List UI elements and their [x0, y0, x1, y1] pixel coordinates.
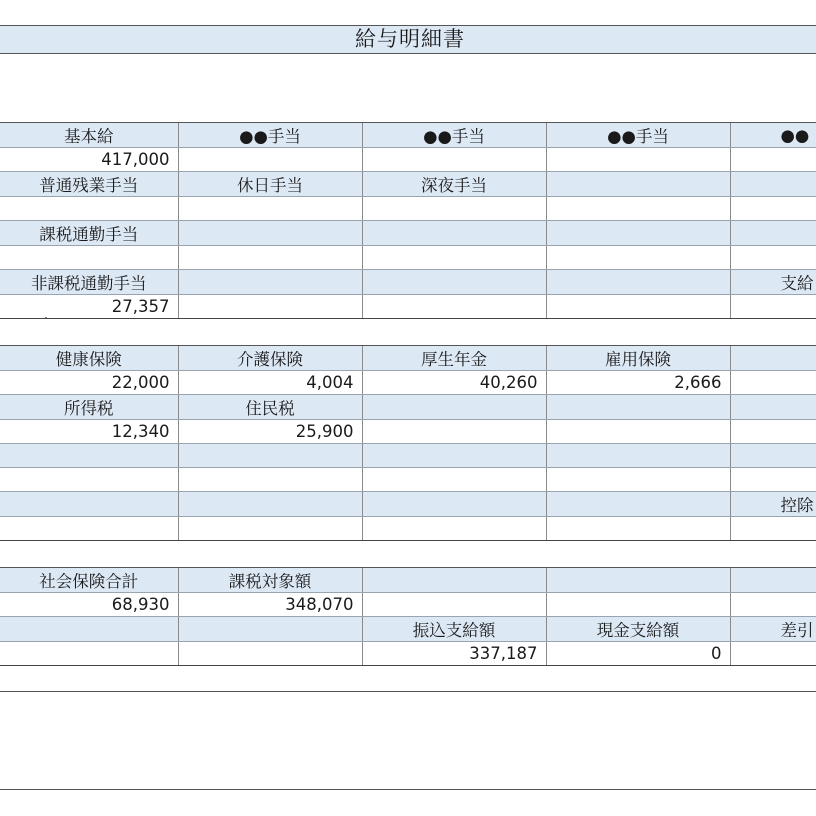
- value-cell[interactable]: [0, 642, 178, 666]
- value-cell[interactable]: [730, 295, 816, 319]
- value-cell[interactable]: [546, 246, 730, 270]
- label-cell: 社会保険合計: [0, 568, 178, 593]
- label-cell: [730, 395, 816, 420]
- value-cell[interactable]: [730, 371, 816, 395]
- label-cell: [362, 395, 546, 420]
- value-cell[interactable]: 337,187: [362, 642, 546, 666]
- label-cell: 厚生年金: [362, 346, 546, 371]
- value-cell[interactable]: [178, 295, 362, 319]
- deductions-table: [0, 345, 816, 541]
- label-cell: [178, 492, 362, 517]
- totals-values-row-1: [0, 593, 816, 617]
- value-cell[interactable]: [362, 295, 546, 319]
- label-cell: [546, 172, 730, 197]
- deductions-values-row-3: [0, 468, 816, 492]
- remarks-top-line: [0, 691, 816, 692]
- title-bar: [0, 25, 816, 54]
- remarks-bottom-line: [0, 789, 816, 790]
- value-cell[interactable]: 40,260: [362, 371, 546, 395]
- stray-mark: [45, 317, 47, 318]
- payments-labels-row-3: [0, 221, 816, 246]
- label-cell: ●●手当: [546, 123, 730, 148]
- totals-labels-row-2: [0, 617, 816, 642]
- label-cell: 深夜手当: [362, 172, 546, 197]
- value-cell[interactable]: 417,000: [0, 148, 178, 172]
- value-cell[interactable]: 22,000: [0, 371, 178, 395]
- label-cell: 支給: [730, 270, 816, 295]
- value-cell[interactable]: [546, 197, 730, 221]
- value-cell[interactable]: 348,070: [178, 593, 362, 617]
- value-cell[interactable]: 0: [546, 642, 730, 666]
- label-cell: [546, 444, 730, 468]
- label-cell: [0, 617, 178, 642]
- value-cell[interactable]: 68,930: [0, 593, 178, 617]
- payments-values-row-2: [0, 197, 816, 221]
- deductions-values-row-2: [0, 420, 816, 444]
- value-cell[interactable]: [0, 468, 178, 492]
- value-cell[interactable]: [178, 246, 362, 270]
- label-cell: [178, 270, 362, 295]
- value-cell[interactable]: [362, 420, 546, 444]
- payments-values-row-4: [0, 295, 816, 319]
- value-cell[interactable]: [362, 468, 546, 492]
- label-cell: ●●手当: [362, 123, 546, 148]
- payments-labels-row-4: [0, 270, 816, 295]
- value-cell[interactable]: 2,666: [546, 371, 730, 395]
- value-cell[interactable]: 27,357: [0, 295, 178, 319]
- value-cell[interactable]: [178, 517, 362, 541]
- label-cell: 課税通勤手当: [0, 221, 178, 246]
- label-cell: [546, 492, 730, 517]
- value-cell[interactable]: [178, 642, 362, 666]
- deductions-labels-row-1: [0, 346, 816, 371]
- label-cell: [0, 492, 178, 517]
- value-cell[interactable]: [362, 593, 546, 617]
- value-cell[interactable]: 12,340: [0, 420, 178, 444]
- value-cell[interactable]: [730, 593, 816, 617]
- label-cell: 健康保険: [0, 346, 178, 371]
- label-cell: [178, 617, 362, 642]
- deductions-labels-row-4: [0, 492, 816, 517]
- value-cell[interactable]: 4,004: [178, 371, 362, 395]
- deductions-values-row-4: [0, 517, 816, 541]
- value-cell[interactable]: [730, 148, 816, 172]
- label-cell: 現金支給額: [546, 617, 730, 642]
- label-cell: 控除: [730, 492, 816, 517]
- value-cell[interactable]: [362, 197, 546, 221]
- payments-table: [0, 122, 816, 319]
- label-cell: [546, 270, 730, 295]
- value-cell[interactable]: [362, 517, 546, 541]
- value-cell[interactable]: [546, 517, 730, 541]
- value-cell[interactable]: [730, 468, 816, 492]
- value-cell[interactable]: [546, 593, 730, 617]
- value-cell[interactable]: 25,900: [178, 420, 362, 444]
- deductions-values-row-1: [0, 371, 816, 395]
- label-cell: [546, 395, 730, 420]
- label-cell: [730, 444, 816, 468]
- value-cell[interactable]: [546, 468, 730, 492]
- label-cell: [362, 568, 546, 593]
- label-cell: [362, 221, 546, 246]
- totals-labels-row-1: [0, 568, 816, 593]
- page-title: 給与明細書: [355, 27, 465, 51]
- label-cell: [546, 221, 730, 246]
- label-cell: [546, 568, 730, 593]
- value-cell[interactable]: [362, 246, 546, 270]
- value-cell[interactable]: [0, 197, 178, 221]
- label-cell: 普通残業手当: [0, 172, 178, 197]
- label-cell: [362, 492, 546, 517]
- label-cell: 休日手当: [178, 172, 362, 197]
- label-cell: [730, 221, 816, 246]
- label-cell: 雇用保険: [546, 346, 730, 371]
- payments-values-row-3: [0, 246, 816, 270]
- label-cell: 振込支給額: [362, 617, 546, 642]
- value-cell[interactable]: [178, 148, 362, 172]
- label-cell: 課税対象額: [178, 568, 362, 593]
- label-cell: 差引: [730, 617, 816, 642]
- value-cell[interactable]: [730, 420, 816, 444]
- value-cell[interactable]: [730, 197, 816, 221]
- label-cell: [362, 270, 546, 295]
- label-cell: ●●手当: [178, 123, 362, 148]
- label-cell: [362, 444, 546, 468]
- totals-table: [0, 567, 816, 666]
- label-cell: 非課税通勤手当: [0, 270, 178, 295]
- value-cell[interactable]: [178, 197, 362, 221]
- label-cell: 住民税: [178, 395, 362, 420]
- value-cell[interactable]: [730, 642, 816, 666]
- payments-values-row-1: [0, 148, 816, 172]
- deductions-labels-row-2: [0, 395, 816, 420]
- value-cell[interactable]: [546, 295, 730, 319]
- totals-values-row-2: [0, 642, 816, 666]
- label-cell: [730, 346, 816, 371]
- payments-labels-row-1: [0, 123, 816, 148]
- value-cell[interactable]: [730, 246, 816, 270]
- label-cell: [730, 568, 816, 593]
- label-cell: [178, 221, 362, 246]
- label-cell: [730, 172, 816, 197]
- value-cell[interactable]: [730, 517, 816, 541]
- value-cell[interactable]: [362, 148, 546, 172]
- label-cell: 所得税: [0, 395, 178, 420]
- label-cell: 基本給: [0, 123, 178, 148]
- label-cell[interactable]: ●●: [730, 123, 816, 148]
- label-cell: [178, 444, 362, 468]
- value-cell[interactable]: [0, 517, 178, 541]
- label-cell: 介護保険: [178, 346, 362, 371]
- value-cell[interactable]: [546, 420, 730, 444]
- deductions-labels-row-3: [0, 444, 816, 468]
- value-cell[interactable]: [0, 246, 178, 270]
- value-cell[interactable]: [178, 468, 362, 492]
- value-cell[interactable]: [546, 148, 730, 172]
- label-cell: [0, 444, 178, 468]
- payments-labels-row-2: [0, 172, 816, 197]
